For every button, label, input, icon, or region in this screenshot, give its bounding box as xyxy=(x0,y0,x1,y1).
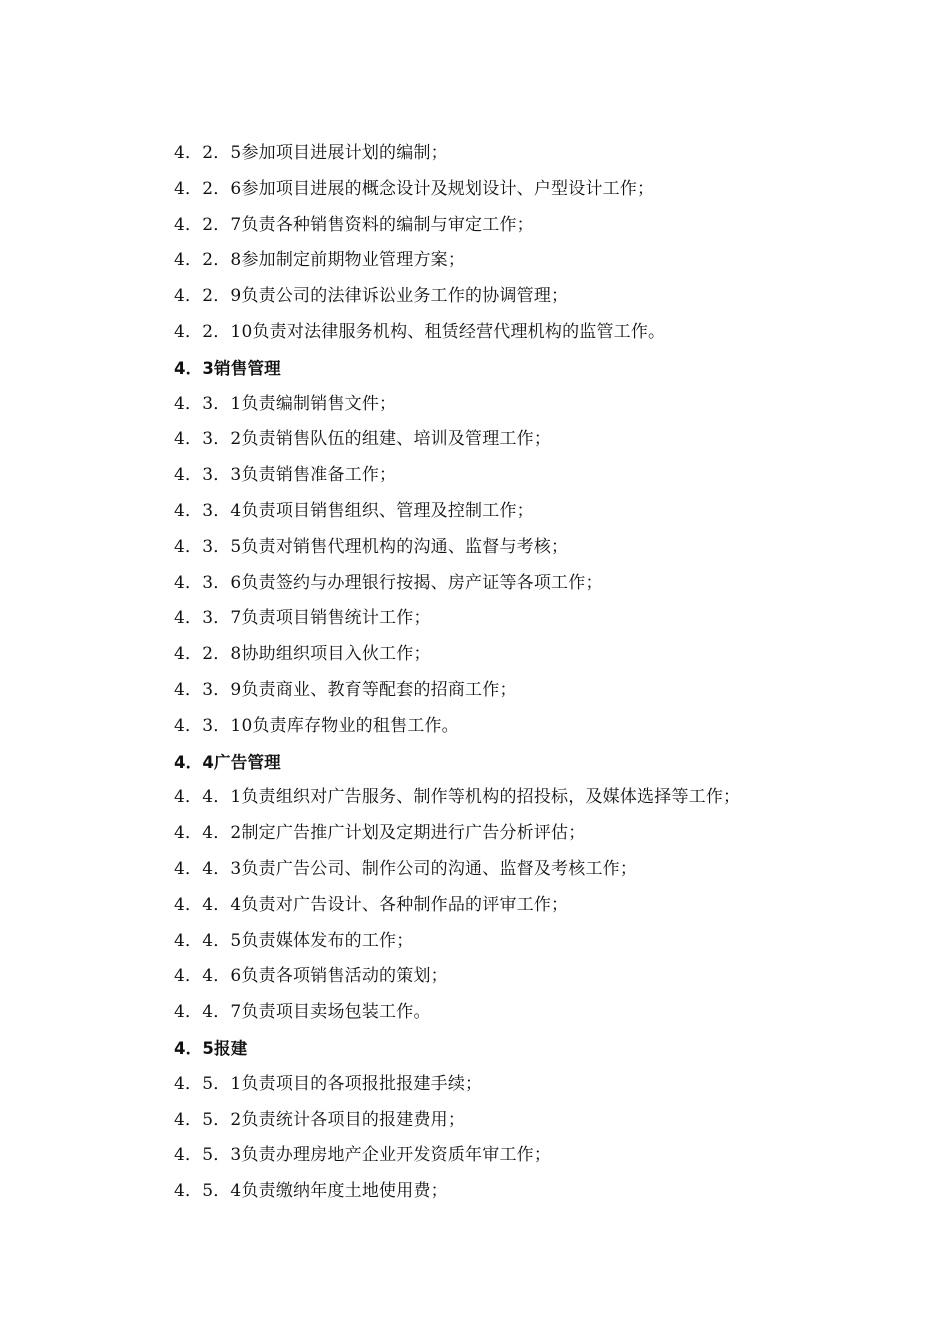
list-item: 4．3．3负责销售准备工作； xyxy=(174,465,397,486)
list-item: 4．3．2负责销售队伍的组建、培训及管理工作； xyxy=(174,429,552,450)
list-item: 4．2．8参加制定前期物业管理方案； xyxy=(174,250,466,271)
list-item: 4．4．6负责各项销售活动的策划； xyxy=(174,966,448,987)
list-item: 4．4．4负责对广告设计、各种制作品的评审工作； xyxy=(174,894,569,915)
list-item: 4．5．2负责统计各项目的报建费用； xyxy=(174,1109,466,1130)
list-item: 4．4．7负责项目卖场包装工作。 xyxy=(174,1002,431,1023)
list-item: 4．3．1负责编制销售文件； xyxy=(174,393,397,414)
list-item: 4．3．10负责库存物业的租售工作。 xyxy=(174,715,459,736)
list-item: 4．5．4负责缴纳年度土地使用费； xyxy=(174,1181,448,1202)
list-item: 4．4．5负责媒体发布的工作； xyxy=(174,930,414,951)
list-item: 4．5．1负责项目的各项报批报建手续； xyxy=(174,1073,483,1094)
list-item: 4．3．4负责项目销售组织、管理及控制工作； xyxy=(174,500,534,521)
list-item: 4．2．7负责各种销售资料的编制与审定工作； xyxy=(174,214,534,235)
list-item: 4．2．8协助组织项目入伙工作； xyxy=(174,644,431,665)
list-item: 4．2．10负责对法律服务机构、租赁经营代理机构的监管工作。 xyxy=(174,321,666,342)
section-heading: 4．3销售管理 xyxy=(174,358,281,378)
section-heading: 4．4广告管理 xyxy=(174,752,281,772)
list-item: 4．3．9负责商业、教育等配套的招商工作； xyxy=(174,679,517,700)
document-page xyxy=(174,136,874,1210)
list-item: 4．4．1负责组织对广告服务、制作等机构的招投标，及媒体选择等工作； xyxy=(174,787,741,808)
list-item: 4．5．3负责办理房地产企业开发资质年审工作； xyxy=(174,1145,552,1166)
list-item: 4．4．2制定广告推广计划及定期进行广告分析评估； xyxy=(174,823,586,844)
list-item: 4．3．5负责对销售代理机构的沟通、监督与考核； xyxy=(174,536,569,557)
list-item: 4．4．3负责广告公司、制作公司的沟通、监督及考核工作； xyxy=(174,858,638,879)
section-heading: 4．5报建 xyxy=(174,1038,248,1058)
list-item: 4．3．6负责签约与办理银行按揭、房产证等各项工作； xyxy=(174,572,603,593)
list-item: 4．3．7负责项目销售统计工作； xyxy=(174,608,431,629)
list-item: 4．2．6参加项目进展的概念设计及规划设计、户型设计工作； xyxy=(174,178,655,199)
list-item: 4．2．9负责公司的法律诉讼业务工作的协调管理； xyxy=(174,286,569,307)
list-item: 4．2．5参加项目进展计划的编制； xyxy=(174,143,448,163)
